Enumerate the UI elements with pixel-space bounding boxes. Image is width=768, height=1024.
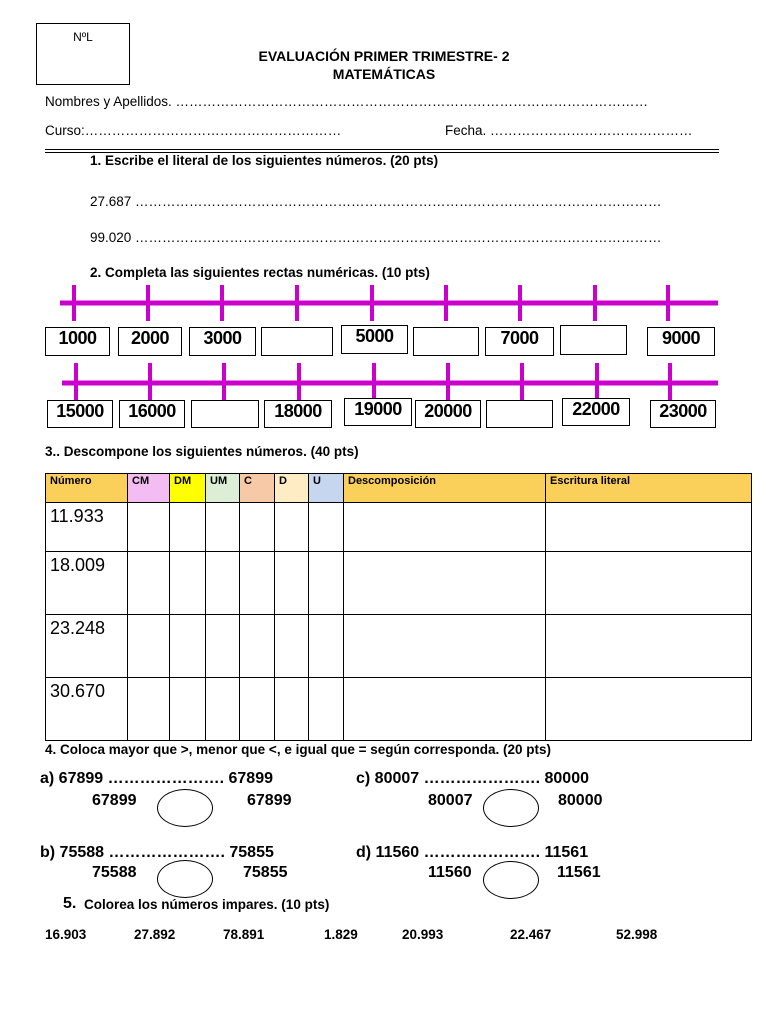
compare-d-left: 11560: [428, 864, 472, 881]
course-field[interactable]: Curso:…………………………………………………: [45, 123, 342, 138]
compare-d-right: 11561: [557, 864, 601, 881]
answer-cell[interactable]: [275, 615, 309, 678]
answer-cell[interactable]: [240, 615, 275, 678]
odd-candidate-number[interactable]: 20.993: [402, 927, 444, 942]
header-cell: D: [275, 474, 309, 503]
number-line-box[interactable]: [261, 327, 333, 356]
answer-cell[interactable]: [206, 552, 240, 615]
answer-cell[interactable]: [170, 552, 206, 615]
odd-candidate-number[interactable]: 52.998: [616, 927, 658, 942]
compare-a-circle[interactable]: [157, 789, 213, 827]
number-line-2: [62, 363, 718, 400]
section1-title: 1. Escribe el literal de los siguientes números. (20 pts): [90, 153, 439, 168]
answer-cell[interactable]: [309, 678, 344, 741]
number-cell: 30.670: [46, 678, 128, 741]
number-line-box[interactable]: [486, 400, 553, 428]
number-line-box[interactable]: 3000: [189, 327, 256, 356]
answer-cell[interactable]: [546, 678, 752, 741]
header-cell: Escritura literal: [546, 474, 752, 503]
number-cell: 18.009: [46, 552, 128, 615]
number-line-box[interactable]: 15000: [47, 400, 113, 428]
number-line-box[interactable]: 22000: [562, 398, 630, 426]
list-number-label: NºL: [73, 30, 93, 44]
odd-candidate-number[interactable]: 27.892: [134, 927, 176, 942]
answer-cell[interactable]: [546, 503, 752, 552]
number-line-box[interactable]: 1000: [45, 327, 110, 356]
compare-a-right: 67899: [247, 792, 292, 809]
header-cell: UM: [206, 474, 240, 503]
number-line-box[interactable]: 2000: [118, 327, 182, 356]
compare-c-line: c) 80007 …………………. 80000: [356, 770, 589, 787]
answer-cell[interactable]: [309, 503, 344, 552]
exam-title: EVALUACIÓN PRIMER TRIMESTRE- 2: [258, 48, 510, 64]
section3-title: 3.. Descompone los siguientes números. (40 pts): [45, 444, 359, 459]
number-line-box[interactable]: 16000: [119, 400, 185, 428]
number-line-box[interactable]: 7000: [485, 327, 554, 356]
answer-cell[interactable]: [344, 678, 546, 741]
answer-cell[interactable]: [128, 615, 170, 678]
compare-c-left: 80007: [428, 792, 473, 809]
answer-cell[interactable]: [206, 615, 240, 678]
literal-line-1[interactable]: 27.687 ………………………………………………………………………………………………………: [90, 194, 662, 209]
number-line-box[interactable]: 9000: [647, 327, 715, 356]
odd-candidate-number[interactable]: 16.903: [45, 927, 87, 942]
answer-cell[interactable]: [206, 678, 240, 741]
section2-title: 2. Completa las siguientes rectas numéricas. (10 pts): [90, 265, 430, 280]
section4-title: 4. Coloca mayor que >, menor que <, e igual que = según corresponda. (20 pts): [45, 742, 552, 757]
answer-cell[interactable]: [128, 678, 170, 741]
answer-cell[interactable]: [309, 615, 344, 678]
compare-a-left: 67899: [92, 792, 137, 809]
answer-cell[interactable]: [170, 615, 206, 678]
header-cell: CM: [128, 474, 170, 503]
answer-cell[interactable]: [170, 503, 206, 552]
odd-candidate-number[interactable]: 22.467: [510, 927, 552, 942]
names-field[interactable]: Nombres y Apellidos. ……………………………………………………………………………………………: [45, 94, 649, 109]
compare-b-left: 75588: [92, 864, 137, 881]
number-line-box[interactable]: [191, 400, 259, 428]
answer-cell[interactable]: [240, 503, 275, 552]
header-cell: Número: [46, 474, 128, 503]
decomposition-table: [45, 473, 752, 741]
compare-c-circle[interactable]: [483, 789, 539, 827]
section5-number: 5.: [63, 895, 77, 912]
answer-cell[interactable]: [275, 552, 309, 615]
number-line-box[interactable]: 23000: [650, 400, 716, 428]
compare-b-circle[interactable]: [157, 860, 213, 898]
answer-cell[interactable]: [128, 552, 170, 615]
number-cell: 11.933: [46, 503, 128, 552]
header-cell: DM: [170, 474, 206, 503]
number-line-box[interactable]: 18000: [264, 400, 332, 428]
header-cell: C: [240, 474, 275, 503]
number-line-box[interactable]: [413, 327, 479, 356]
odd-candidate-number[interactable]: 78.891: [223, 927, 265, 942]
literal-line-2[interactable]: 99.020 ………………………………………………………………………………………………………: [90, 230, 662, 245]
section5-title: Colorea los números impares. (10 pts): [84, 897, 330, 912]
number-line-box[interactable]: [560, 325, 627, 355]
compare-c-right: 80000: [558, 792, 603, 809]
date-field[interactable]: Fecha. ………………………………………: [445, 123, 693, 138]
number-line-box[interactable]: 5000: [341, 325, 408, 354]
number-line-box[interactable]: 20000: [415, 400, 481, 428]
answer-cell[interactable]: [240, 552, 275, 615]
header-cell: U: [309, 474, 344, 503]
answer-cell[interactable]: [546, 615, 752, 678]
answer-cell[interactable]: [275, 503, 309, 552]
number-cell: 23.248: [46, 615, 128, 678]
answer-cell[interactable]: [344, 552, 546, 615]
compare-b-line: b) 75588 …………………. 75855: [40, 844, 274, 861]
compare-d-line: d) 11560 …………………. 11561: [356, 844, 589, 861]
answer-cell[interactable]: [240, 678, 275, 741]
answer-cell[interactable]: [275, 678, 309, 741]
header-cell: Descomposición: [344, 474, 546, 503]
divider: [45, 149, 719, 150]
answer-cell[interactable]: [128, 503, 170, 552]
answer-cell[interactable]: [344, 503, 546, 552]
number-line-box[interactable]: 19000: [344, 398, 412, 426]
answer-cell[interactable]: [206, 503, 240, 552]
answer-cell[interactable]: [309, 552, 344, 615]
compare-a-line: a) 67899 …………………. 67899: [40, 770, 273, 787]
compare-b-right: 75855: [243, 864, 288, 881]
answer-cell[interactable]: [344, 615, 546, 678]
number-line-1: [60, 285, 718, 321]
answer-cell[interactable]: [170, 678, 206, 741]
answer-cell[interactable]: [546, 552, 752, 615]
exam-subject: MATEMÁTICAS: [332, 66, 436, 82]
odd-candidate-number[interactable]: 1.829: [324, 927, 358, 942]
compare-d-circle[interactable]: [483, 861, 539, 899]
